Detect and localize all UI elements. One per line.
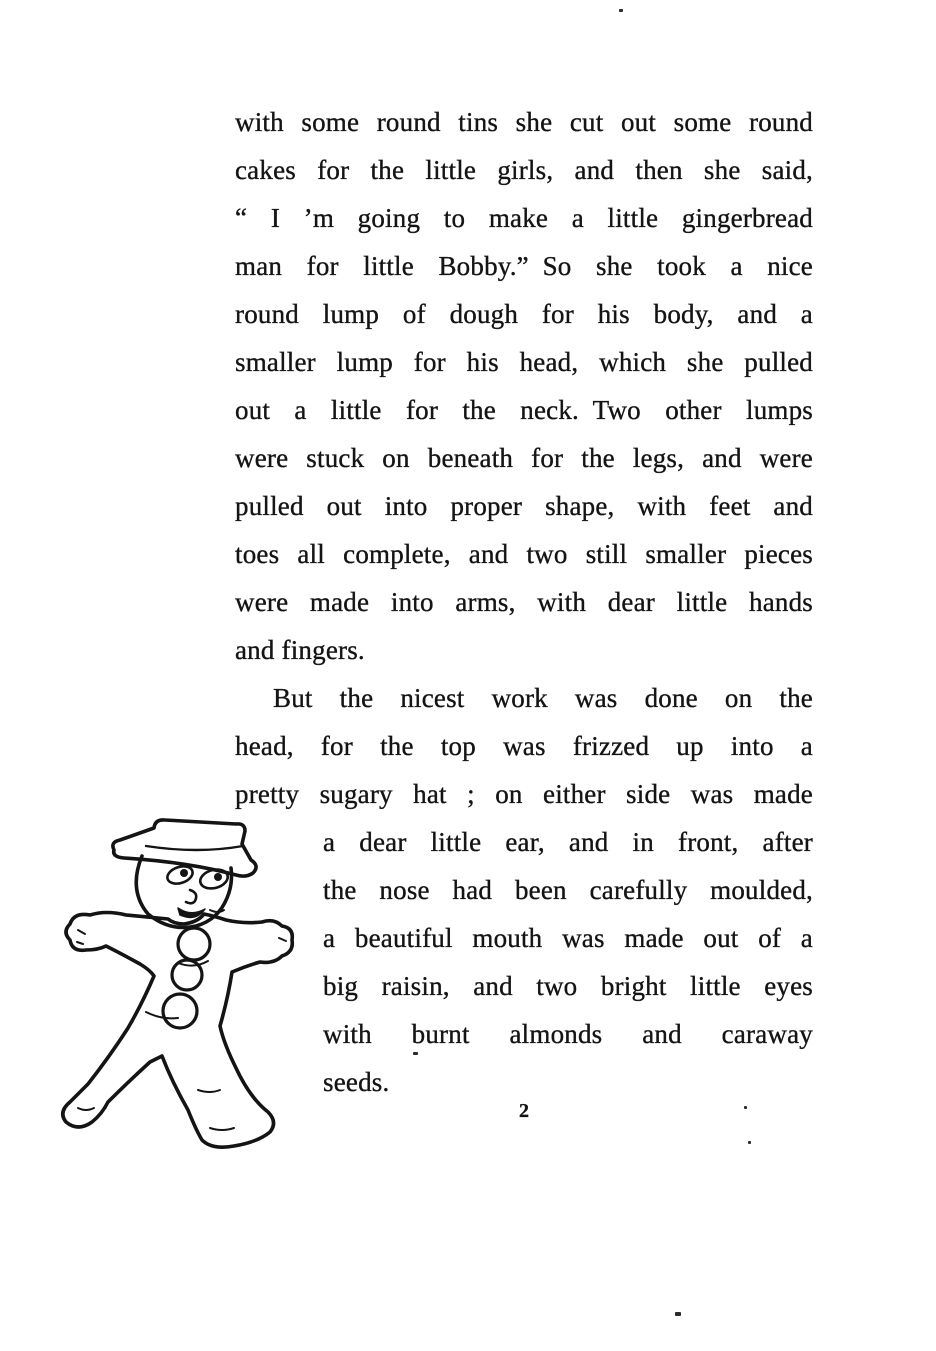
text-line: smaller lump for his head, which she pulled	[235, 347, 813, 377]
nose-icon	[186, 890, 196, 903]
text-line: out a little for the neck. Two other lumps	[235, 395, 813, 425]
page-number: 2	[519, 1100, 529, 1122]
paragraph-one	[235, 98, 813, 674]
text-line: the nose had been carefully moulded,	[323, 875, 813, 905]
text-line: with burnt almonds and caraway	[323, 1019, 813, 1049]
text-line: and fingers.	[235, 635, 365, 665]
text-line: head, for the top was frizzed up into a	[235, 731, 813, 761]
scan-speck	[748, 1141, 751, 1144]
text-line: big raisin, and two bright little eyes	[323, 971, 813, 1001]
text-line: seeds.	[323, 1067, 390, 1097]
scan-speck	[413, 1052, 418, 1055]
gingerbread-man-illustration	[48, 798, 328, 1158]
text-line: round lump of dough for his body, and a	[235, 299, 813, 329]
scan-speck	[675, 1312, 681, 1316]
text-line: But the nicest work was done on the	[273, 683, 813, 713]
text-line: “ I ’m going to make a little gingerbread	[235, 203, 813, 233]
scan-speck	[619, 9, 623, 12]
text-line: with some round tins she cut out some round	[235, 107, 813, 137]
text-line: cakes for the little girls, and then she said,	[235, 155, 813, 185]
paragraph-two-full-width	[235, 674, 813, 818]
paragraph-two-beside-illustration	[323, 818, 813, 1106]
scan-speck	[744, 1106, 747, 1109]
text-line: man for little Bobby.” So she took a nice	[235, 251, 813, 281]
text-line: were stuck on beneath for the legs, and were	[235, 443, 813, 473]
text-line: pulled out into proper shape, with feet and	[235, 491, 813, 521]
text-line: pretty sugary hat ; on either side was made	[235, 779, 813, 809]
text-line: a dear little ear, and in front, after	[323, 827, 813, 857]
text-line: a beautiful mouth was made out of a	[323, 923, 813, 953]
text-line: were made into arms, with dear little hands	[235, 587, 813, 617]
text-line: toes all complete, and two still smaller pieces	[235, 539, 813, 569]
